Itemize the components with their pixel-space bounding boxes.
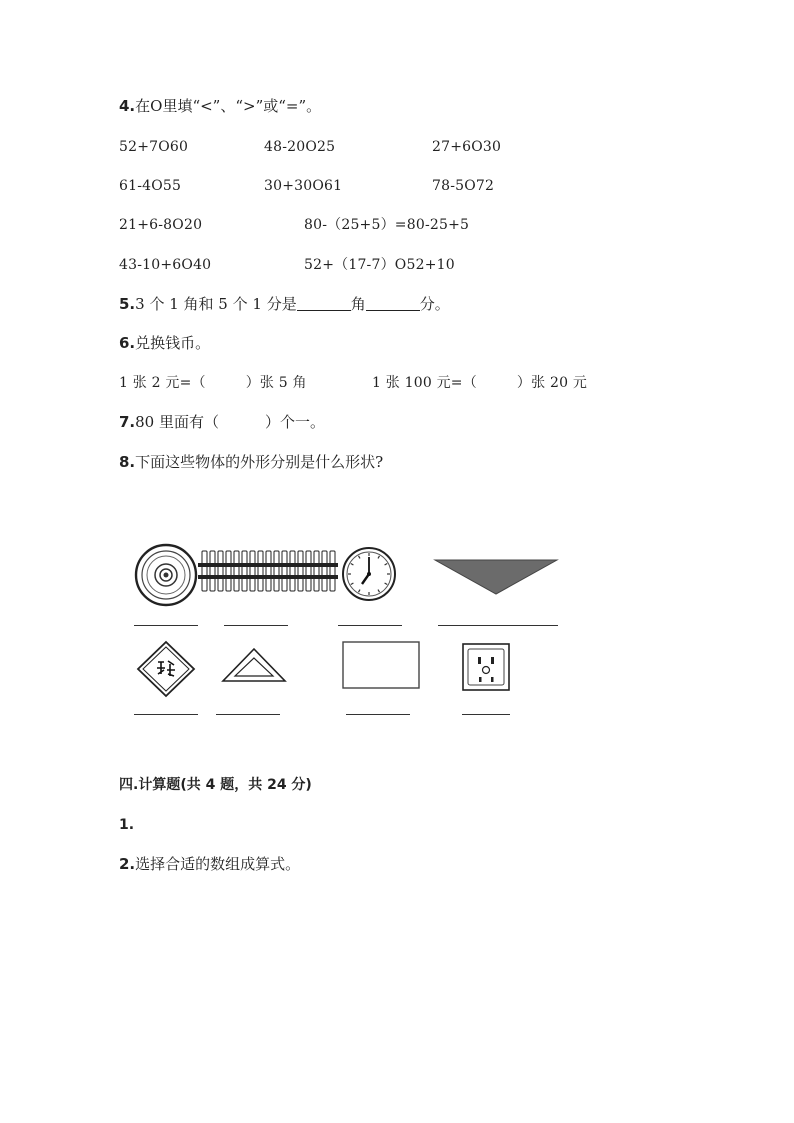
- q6-heading: 6.兑换钱币。: [119, 334, 211, 352]
- railway-tie: [290, 551, 295, 591]
- answer-line-cd[interactable]: [134, 625, 198, 626]
- road-sign-icon: [136, 640, 196, 698]
- calc-q1-number: 1.: [119, 817, 135, 833]
- railway-tie: [218, 551, 223, 591]
- railway-tie: [242, 551, 247, 591]
- railway-tie: [266, 551, 271, 591]
- q4-heading: 4.在O里填“<”、“>”或“=”。: [119, 97, 322, 115]
- answer-line-flag[interactable]: [438, 625, 558, 626]
- answer-blank-jiao[interactable]: [297, 296, 351, 311]
- q6-left: 1 张 2 元=（ ）张 5 角: [119, 375, 307, 391]
- answer-line-rectangle[interactable]: [346, 714, 410, 715]
- rectangle-icon: [342, 641, 420, 689]
- railway-track-icon: [198, 547, 338, 595]
- q4-item-4: 61-4O55: [119, 178, 182, 194]
- railway-tie: [298, 551, 303, 591]
- section-heading: 四.计算题(共 4 题，共 24 分): [119, 777, 312, 793]
- answer-line-set-square[interactable]: [216, 714, 280, 715]
- q7-line: 7.80 里面有（ ）个一。: [119, 413, 326, 431]
- q5-line: 5.3 个 1 角和 5 个 1 分是 角 分。: [119, 295, 450, 313]
- railway-tie: [210, 551, 215, 591]
- q4-item-8: 80-（25+5）=80-25+5: [304, 217, 470, 233]
- answer-line-road-sign[interactable]: [134, 714, 198, 715]
- answer-blank-fen[interactable]: [366, 296, 420, 311]
- calc-q2-heading: 2.选择合适的数组成算式。: [119, 855, 301, 873]
- q4-title: 在O里填“<”、“>”或“=”。: [135, 97, 322, 115]
- railway-tie: [306, 551, 311, 591]
- q5-text-c: 分。: [419, 295, 450, 313]
- q4-item-9: 43-10+6O40: [119, 257, 212, 273]
- q4-item-6: 78-5O72: [432, 178, 495, 194]
- q4-item-5: 30+30O61: [264, 178, 343, 194]
- answer-line-clock[interactable]: [338, 625, 402, 626]
- railway-tie: [226, 551, 231, 591]
- q4-item-3: 27+6O30: [432, 139, 502, 155]
- railway-tie: [258, 551, 263, 591]
- q8-title: 下面这些物体的外形分别是什么形状?: [135, 453, 384, 471]
- q6-right: 1 张 100 元=（ ）张 20 元: [372, 375, 588, 391]
- triangular-flag-icon: [433, 558, 559, 596]
- railway-tie: [314, 551, 319, 591]
- q4-item-2: 48-20O25: [264, 139, 336, 155]
- wall-clock-icon: [341, 546, 397, 602]
- power-socket-icon: [462, 643, 510, 691]
- set-square-icon: [221, 647, 287, 683]
- railway-tie: [322, 551, 327, 591]
- q4-item-1: 52+7O60: [119, 139, 189, 155]
- q4-item-10: 52+（17-7）O52+10: [304, 257, 455, 273]
- q6-title: 兑换钱币。: [135, 334, 211, 352]
- q4-item-7: 21+6-8O20: [119, 217, 203, 233]
- answer-line-socket[interactable]: [462, 714, 510, 715]
- railway-tie: [250, 551, 255, 591]
- q5-text-b: 角: [350, 295, 366, 313]
- railway-tie: [234, 551, 239, 591]
- answer-line-track[interactable]: [224, 625, 288, 626]
- q8-heading: 8.下面这些物体的外形分别是什么形状?: [119, 453, 384, 471]
- railway-tie: [330, 551, 335, 591]
- calc-q2-title: 选择合适的数组成算式。: [135, 855, 301, 873]
- railway-tie: [274, 551, 279, 591]
- cd-disc-icon: [134, 543, 198, 607]
- railway-tie: [202, 551, 207, 591]
- railway-tie: [282, 551, 287, 591]
- q5-text-a: 3 个 1 角和 5 个 1 分是: [135, 295, 297, 313]
